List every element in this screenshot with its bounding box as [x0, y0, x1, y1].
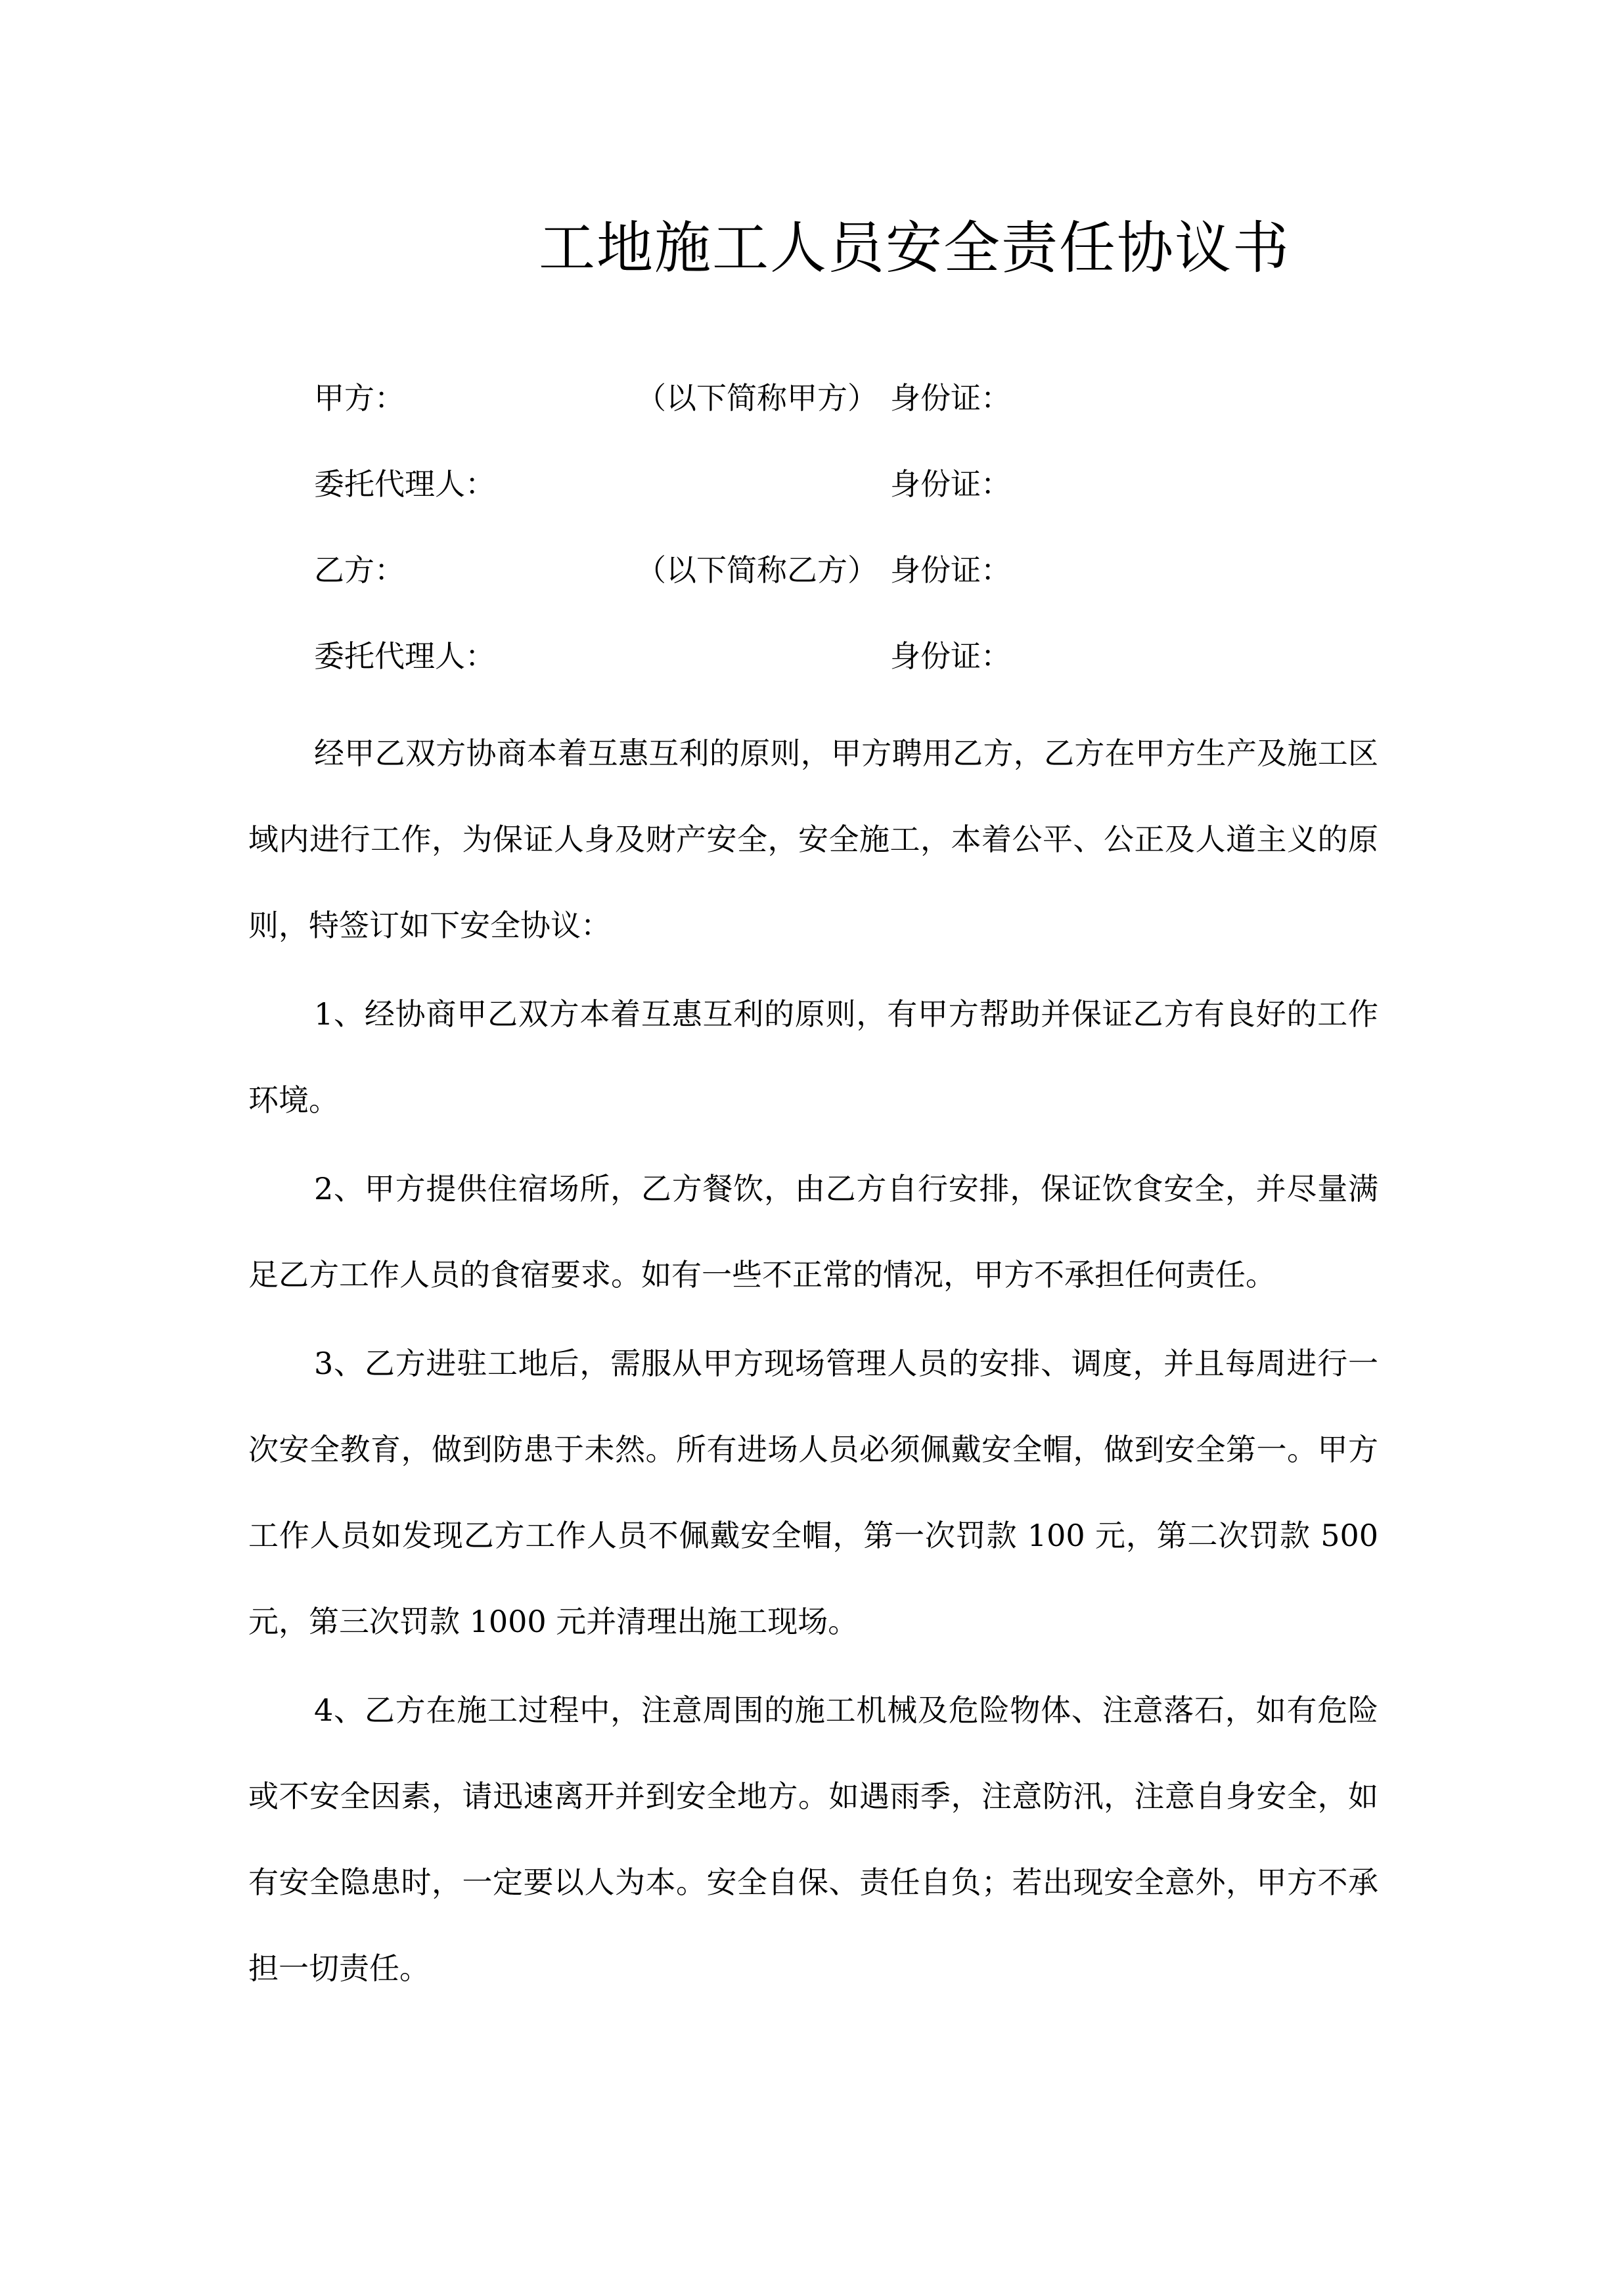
agreement-body [248, 711, 1378, 2014]
party-b-agent-label: 委托代理人： [314, 638, 495, 674]
party-a-note: （以下简称甲方） [636, 380, 878, 416]
party-b-id-label: 身份证： [890, 552, 1011, 588]
party-b-note: （以下简称乙方） [636, 552, 878, 588]
party-a-agent-id-label: 身份证： [890, 466, 1011, 502]
party-a-agent-label: 委托代理人： [314, 466, 495, 502]
clause-1: 1、经协商甲乙双方本着互惠互利的原则，有甲方帮助并保证乙方有良好的工作环境。 [248, 996, 1378, 1118]
party-b-label: 乙方： [314, 552, 405, 588]
clause-4: 4、乙方在施工过程中，注意周围的施工机械及危险物体、注意落石，如有危险或不安全因素，请迅速离开并到安全地方。如遇雨季，注意防汛，注意自身安全，如有安全隐患时，一定要以人为本。安全自保、责任自负；若出现安全意外，甲方不承担一切责任。 [248, 1692, 1378, 1986]
party-b-agent-id-label: 身份证： [890, 638, 1011, 674]
intro-paragraph: 经甲乙双方协商本着互惠互利的原则，甲方聘用乙方，乙方在甲方生产及施工区域内进行工作，为保证人身及财产安全，安全施工，本着公平、公正及人道主义的原则，特签订如下安全协议： [248, 736, 1378, 943]
clause-3: 3、乙方进驻工地后，需服从甲方现场管理人员的安排、调度，并且每周进行一次安全教育，做到防患于未然。所有进场人员必须佩戴安全帽，做到安全第一。甲方工作人员如发现乙方工作人员不佩戴安全帽，第一次罚款 100 元，第二次罚款 500 元，第三次罚款 1000 元并清理出施工现场。 [248, 1346, 1378, 1639]
document-title: 工地施工人员安全责任协议书 [539, 215, 1290, 281]
party-a-id-label: 身份证： [890, 380, 1011, 416]
clause-2: 2、甲方提供住宿场所，乙方餐饮，由乙方自行安排，保证饮食安全，并尽量满足乙方工作人员的食宿要求。如有一些不正常的情况，甲方不承担任何责任。 [248, 1171, 1378, 1292]
party-a-label: 甲方： [314, 380, 405, 416]
